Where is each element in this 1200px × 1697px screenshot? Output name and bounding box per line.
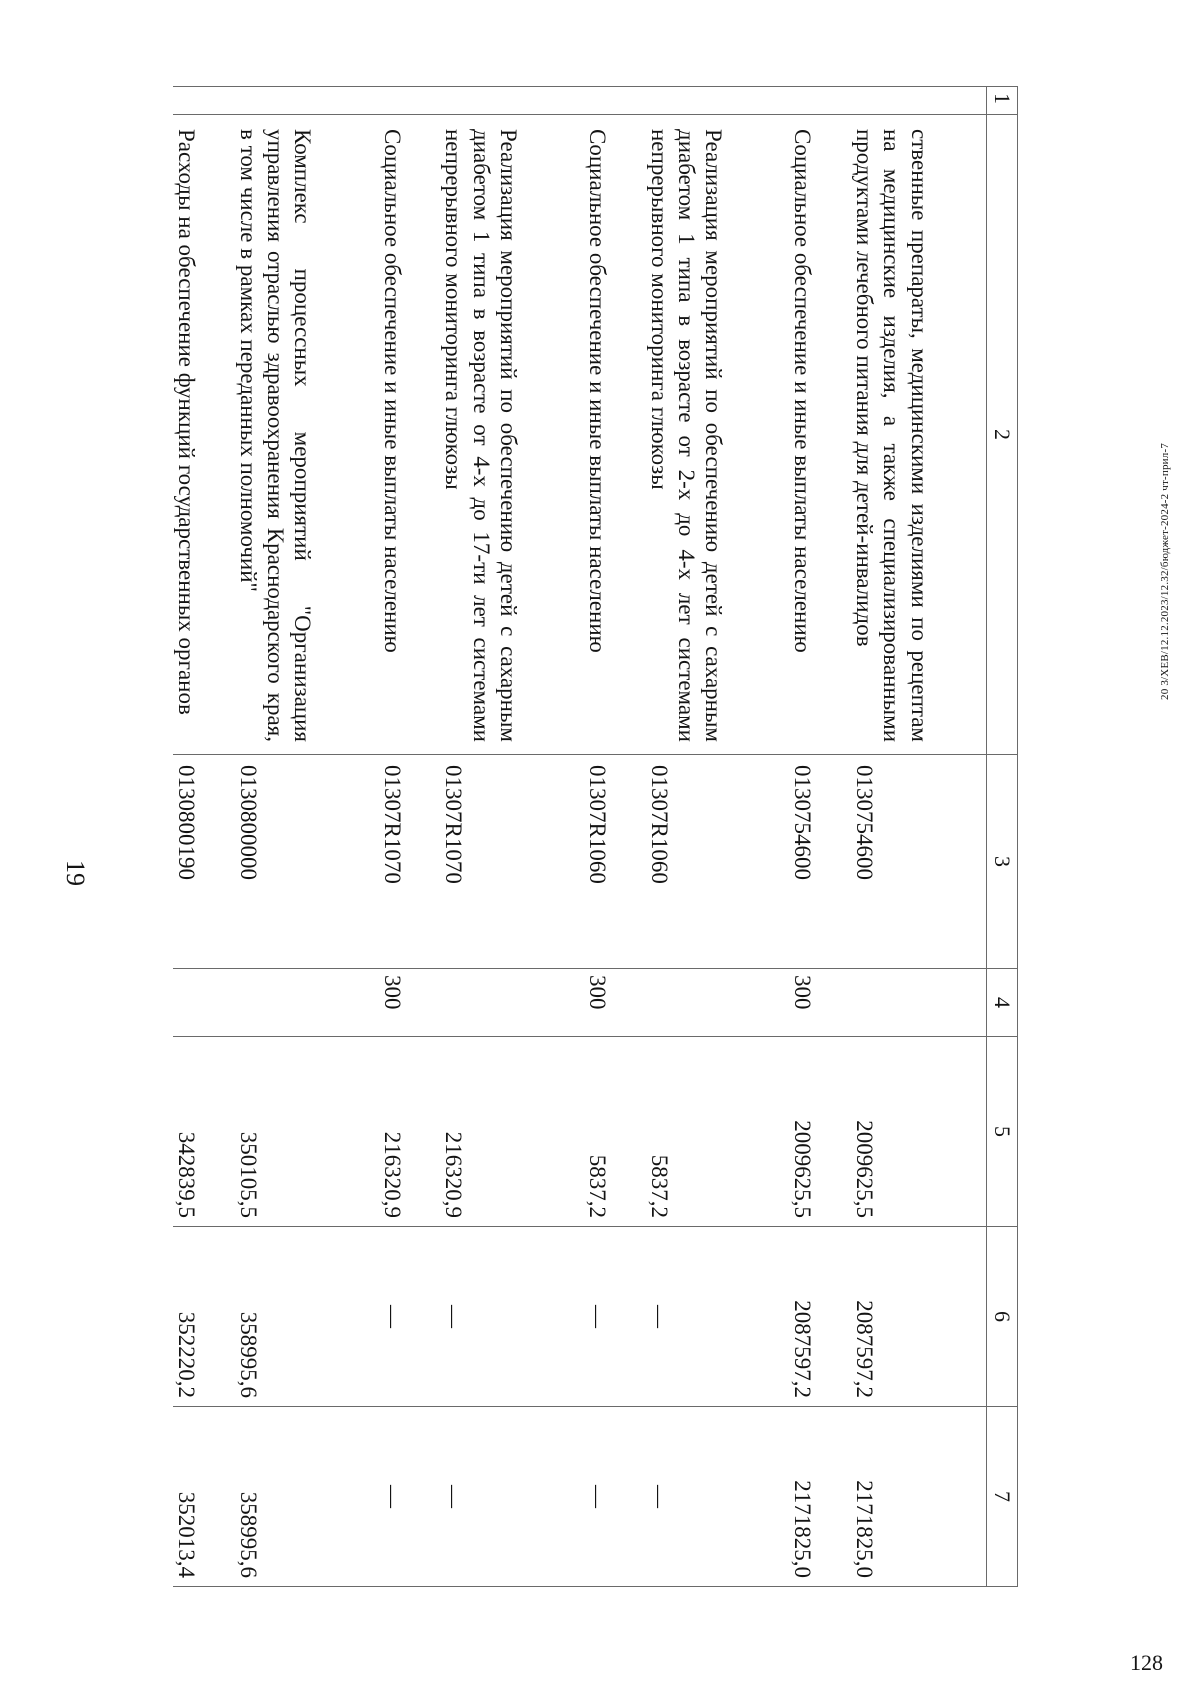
row-sum-column-7: —	[584, 1407, 646, 1587]
row-description: Комплекс процессных мероприятий "Организация управления отраслью здравоохранения Краснодарского края, в том числе в рамках переданных полномочий"	[235, 115, 379, 755]
row-description: Социальное обеспечение и иные выплаты населению	[789, 115, 851, 755]
row-sum-column-5: 216320,9	[440, 1037, 584, 1227]
row-sum-column-5: 5837,2	[646, 1037, 790, 1227]
row-description: Реализация мероприятий по обеспечению детей с сахарным диабетом 1 типа в возрасте от 4-х до 17-ти лет системами непрерывного мониторинга глюкозы	[440, 115, 584, 755]
row-target-code: 0130800000	[235, 755, 379, 969]
row-sum-column-5: 216320,9	[378, 1037, 440, 1227]
row-sum-column-6: 2087597,2	[851, 1227, 986, 1407]
row-target-code: 01307R1070	[440, 755, 584, 969]
row-sum-column-5: 2009625,5	[851, 1037, 986, 1227]
row-expense-group	[646, 969, 790, 1037]
row-index-cell	[378, 87, 440, 115]
row-sum-column-7: —	[646, 1407, 790, 1587]
row-target-code: 0130800190	[173, 755, 235, 969]
row-sum-column-6: 358995,6	[235, 1227, 379, 1407]
column-header-7: 7	[987, 1407, 1018, 1587]
row-sum-column-5: 5837,2	[584, 1037, 646, 1227]
row-sum-column-6: —	[378, 1227, 440, 1407]
row-index-cell	[584, 87, 646, 115]
row-sum-column-6: —	[584, 1227, 646, 1407]
row-index-cell	[789, 87, 851, 115]
table-row	[851, 87, 986, 1587]
row-index-cell	[173, 87, 235, 115]
table-row	[584, 87, 646, 1587]
row-target-code: 0130754600	[851, 755, 986, 969]
column-number-row	[987, 87, 1018, 1587]
row-target-code: 01307R1060	[646, 755, 790, 969]
row-sum-column-7: 2171825,0	[851, 1407, 986, 1587]
row-sum-column-7: 358995,6	[235, 1407, 379, 1587]
column-header-4: 4	[987, 969, 1018, 1037]
row-description: Социальное обеспечение и иные выплаты населению	[378, 115, 440, 755]
row-expense-group: 300	[789, 969, 851, 1037]
row-sum-column-5: 350105,5	[235, 1037, 379, 1227]
row-expense-group	[851, 969, 986, 1037]
table-row	[378, 87, 440, 1587]
column-header-6: 6	[987, 1227, 1018, 1407]
row-sum-column-6: 2087597,2	[789, 1227, 851, 1407]
row-expense-group	[173, 969, 235, 1037]
row-description: Реализация мероприятий по обеспечению детей с сахарным диабетом 1 типа в возрасте от 2-х до 4-х лет системами непрерывного мониторинга глюкозы	[646, 115, 790, 755]
row-target-code: 01307R1060	[584, 755, 646, 969]
row-sum-column-5: 2009625,5	[789, 1037, 851, 1227]
row-target-code: 0130754600	[789, 755, 851, 969]
budget-table-container	[173, 86, 1018, 1586]
row-description: Расходы на обеспечение функций государственных органов	[173, 115, 235, 755]
table-row	[235, 87, 379, 1587]
budget-table	[173, 86, 1018, 1587]
table-row	[789, 87, 851, 1587]
row-index-cell	[851, 87, 986, 115]
table-row	[173, 87, 235, 1587]
row-index-cell	[440, 87, 584, 115]
column-header-2: 2	[987, 115, 1018, 755]
row-sum-column-6: —	[440, 1227, 584, 1407]
row-sum-column-7: —	[378, 1407, 440, 1587]
column-header-1: 1	[987, 87, 1018, 115]
row-target-code: 01307R1070	[378, 755, 440, 969]
row-description: ственные препараты, медицинскими изделиями по рецептам на медицинские изделия, а также специализированными продуктами лечебного питания для детей-инвалидов	[851, 115, 986, 755]
table-row	[440, 87, 584, 1587]
row-sum-column-6: —	[646, 1227, 790, 1407]
sheet-number: 19	[61, 860, 90, 886]
row-expense-group: 300	[378, 969, 440, 1037]
row-expense-group: 300	[584, 969, 646, 1037]
row-index-cell	[235, 87, 379, 115]
row-sum-column-5: 342839,5	[173, 1037, 235, 1227]
row-sum-column-7: —	[440, 1407, 584, 1587]
row-expense-group	[440, 969, 584, 1037]
row-sum-column-7: 2171825,0	[789, 1407, 851, 1587]
row-index-cell	[646, 87, 790, 115]
document-stamp: 20 3/XEB/12.12.2023/12.32/бюджет-2024-2 чт-прил-7	[1159, 442, 1171, 700]
column-header-3: 3	[987, 755, 1018, 969]
column-header-5: 5	[987, 1037, 1018, 1227]
row-sum-column-6: 352220,2	[173, 1227, 235, 1407]
page-number: 128	[1130, 1650, 1163, 1675]
table-row	[646, 87, 790, 1587]
row-description: Социальное обеспечение и иные выплаты населению	[584, 115, 646, 755]
row-sum-column-7: 352013,4	[173, 1407, 235, 1587]
row-expense-group	[235, 969, 379, 1037]
